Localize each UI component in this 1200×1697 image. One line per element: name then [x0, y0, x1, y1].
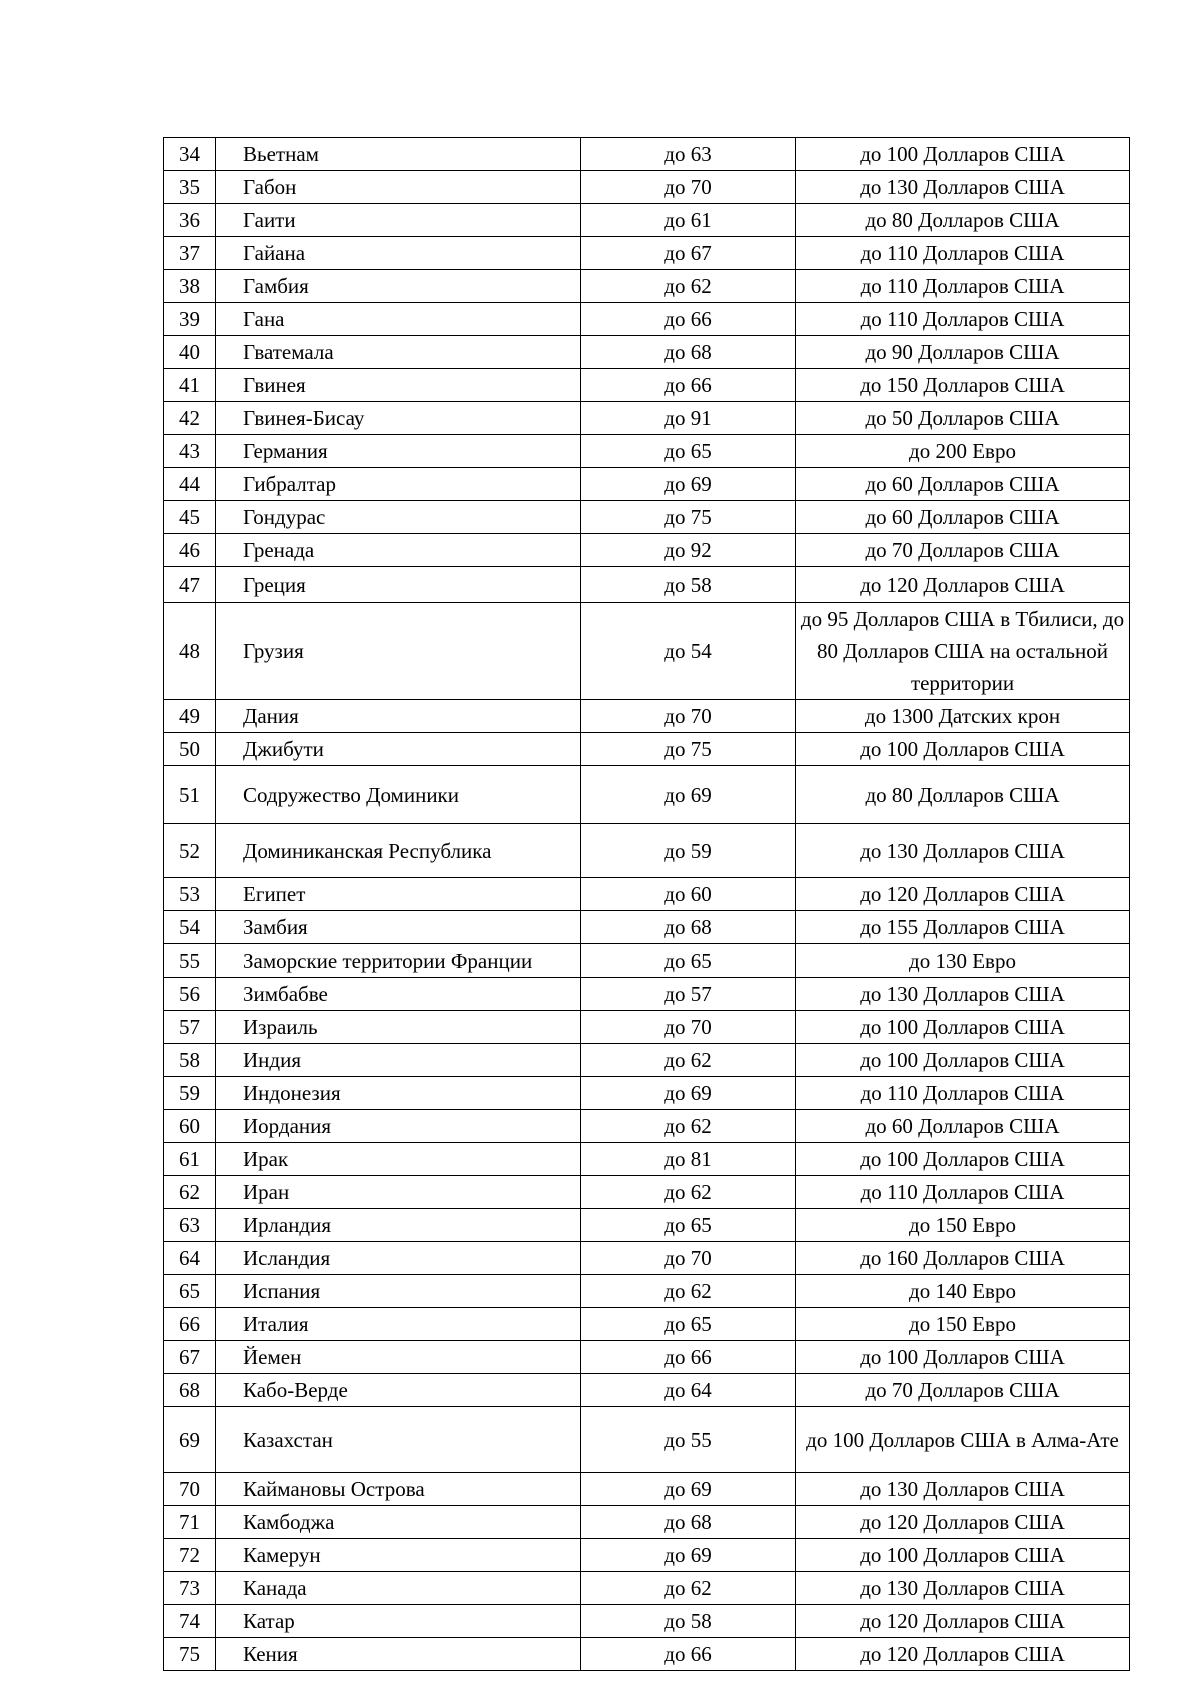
table-row — [164, 369, 1130, 402]
row-amount-limit: до 100 Долларов США — [796, 138, 1130, 171]
table-row — [164, 944, 1130, 978]
row-number: 46 — [164, 534, 216, 567]
row-number: 45 — [164, 501, 216, 534]
row-country: Иордания — [216, 1110, 581, 1143]
table-row — [164, 978, 1130, 1011]
row-amount-limit: до 120 Долларов США — [796, 567, 1130, 603]
row-amount-limit: до 120 Долларов США — [796, 878, 1130, 911]
row-number: 75 — [164, 1638, 216, 1671]
row-days-limit: до 55 — [581, 1407, 796, 1473]
row-days-limit: до 69 — [581, 1539, 796, 1572]
row-number: 50 — [164, 733, 216, 766]
row-amount-limit: до 110 Долларов США — [796, 270, 1130, 303]
row-amount-limit: до 100 Долларов США — [796, 1341, 1130, 1374]
row-country: Габон — [216, 171, 581, 204]
row-number: 37 — [164, 237, 216, 270]
row-days-limit: до 62 — [581, 1044, 796, 1077]
row-number: 34 — [164, 138, 216, 171]
table-row — [164, 1407, 1130, 1473]
table-row — [164, 1308, 1130, 1341]
row-country: Каймановы Острова — [216, 1473, 581, 1506]
table-row — [164, 336, 1130, 369]
row-country: Гибралтар — [216, 468, 581, 501]
row-number: 56 — [164, 978, 216, 1011]
row-days-limit: до 62 — [581, 1176, 796, 1209]
row-number: 41 — [164, 369, 216, 402]
row-country: Израиль — [216, 1011, 581, 1044]
row-days-limit: до 68 — [581, 911, 796, 944]
table-row — [164, 1242, 1130, 1275]
row-days-limit: до 66 — [581, 1638, 796, 1671]
row-amount-limit: до 80 Долларов США — [796, 766, 1130, 824]
row-amount-limit: до 200 Евро — [796, 435, 1130, 468]
table-row — [164, 1110, 1130, 1143]
table-row — [164, 824, 1130, 878]
row-country: Содружество Доминики — [216, 766, 581, 824]
row-country: Дания — [216, 700, 581, 733]
row-number: 64 — [164, 1242, 216, 1275]
row-amount-limit: до 130 Долларов США — [796, 824, 1130, 878]
table-body — [164, 138, 1130, 1671]
row-days-limit: до 69 — [581, 1473, 796, 1506]
row-days-limit: до 66 — [581, 1341, 796, 1374]
row-number: 55 — [164, 944, 216, 978]
row-days-limit: до 58 — [581, 1605, 796, 1638]
row-days-limit: до 67 — [581, 237, 796, 270]
row-days-limit: до 62 — [581, 270, 796, 303]
table-row — [164, 1374, 1130, 1407]
row-amount-limit: до 100 Долларов США в Алма-Ате — [796, 1407, 1130, 1473]
table-row — [164, 1275, 1130, 1308]
row-country: Гвинея — [216, 369, 581, 402]
row-number: 49 — [164, 700, 216, 733]
row-country: Грузия — [216, 603, 581, 700]
row-number: 40 — [164, 336, 216, 369]
row-country: Италия — [216, 1308, 581, 1341]
row-amount-limit: до 150 Евро — [796, 1308, 1130, 1341]
table-row — [164, 303, 1130, 336]
row-number: 71 — [164, 1506, 216, 1539]
table-row — [164, 435, 1130, 468]
row-number: 68 — [164, 1374, 216, 1407]
row-days-limit: до 64 — [581, 1374, 796, 1407]
row-number: 39 — [164, 303, 216, 336]
table-row — [164, 1143, 1130, 1176]
row-days-limit: до 81 — [581, 1143, 796, 1176]
row-number: 48 — [164, 603, 216, 700]
table-row — [164, 1572, 1130, 1605]
row-number: 60 — [164, 1110, 216, 1143]
row-amount-limit: до 130 Долларов США — [796, 978, 1130, 1011]
row-country: Доминиканская Республика — [216, 824, 581, 878]
row-number: 67 — [164, 1341, 216, 1374]
row-country: Гватемала — [216, 336, 581, 369]
row-number: 59 — [164, 1077, 216, 1110]
row-amount-limit: до 130 Долларов США — [796, 1572, 1130, 1605]
row-number: 38 — [164, 270, 216, 303]
row-country: Кабо-Верде — [216, 1374, 581, 1407]
row-days-limit: до 70 — [581, 1011, 796, 1044]
row-amount-limit: до 120 Долларов США — [796, 1506, 1130, 1539]
table-row — [164, 1077, 1130, 1110]
row-country: Канада — [216, 1572, 581, 1605]
row-amount-limit: до 100 Долларов США — [796, 1143, 1130, 1176]
row-days-limit: до 54 — [581, 603, 796, 700]
table-row — [164, 766, 1130, 824]
row-country: Гамбия — [216, 270, 581, 303]
row-days-limit: до 65 — [581, 1308, 796, 1341]
row-country: Камерун — [216, 1539, 581, 1572]
row-amount-limit: до 80 Долларов США — [796, 204, 1130, 237]
row-amount-limit: до 50 Долларов США — [796, 402, 1130, 435]
row-amount-limit: до 110 Долларов США — [796, 1176, 1130, 1209]
table-row — [164, 1539, 1130, 1572]
row-amount-limit: до 110 Долларов США — [796, 237, 1130, 270]
row-number: 44 — [164, 468, 216, 501]
table-row — [164, 501, 1130, 534]
row-number: 62 — [164, 1176, 216, 1209]
row-number: 74 — [164, 1605, 216, 1638]
row-country: Йемен — [216, 1341, 581, 1374]
row-number: 53 — [164, 878, 216, 911]
row-country: Испания — [216, 1275, 581, 1308]
table-row — [164, 567, 1130, 603]
row-country: Гана — [216, 303, 581, 336]
row-amount-limit: до 100 Долларов США — [796, 1011, 1130, 1044]
table-row — [164, 270, 1130, 303]
table-row — [164, 1605, 1130, 1638]
row-amount-limit: до 150 Долларов США — [796, 369, 1130, 402]
row-amount-limit: до 95 Долларов США в Тбилиси, до 80 Долларов США на остальной территории — [796, 603, 1130, 700]
row-days-limit: до 68 — [581, 1506, 796, 1539]
row-days-limit: до 91 — [581, 402, 796, 435]
row-number: 61 — [164, 1143, 216, 1176]
row-amount-limit: до 100 Долларов США — [796, 1539, 1130, 1572]
row-days-limit: до 70 — [581, 171, 796, 204]
row-amount-limit: до 130 Евро — [796, 944, 1130, 978]
row-country: Индонезия — [216, 1077, 581, 1110]
row-days-limit: до 70 — [581, 700, 796, 733]
row-number: 36 — [164, 204, 216, 237]
row-days-limit: до 66 — [581, 369, 796, 402]
row-number: 65 — [164, 1275, 216, 1308]
row-days-limit: до 75 — [581, 501, 796, 534]
row-days-limit: до 62 — [581, 1572, 796, 1605]
row-amount-limit: до 100 Долларов США — [796, 733, 1130, 766]
row-amount-limit: до 1300 Датских крон — [796, 700, 1130, 733]
row-country: Казахстан — [216, 1407, 581, 1473]
row-days-limit: до 92 — [581, 534, 796, 567]
row-amount-limit: до 60 Долларов США — [796, 1110, 1130, 1143]
row-days-limit: до 68 — [581, 336, 796, 369]
row-days-limit: до 61 — [581, 204, 796, 237]
table-row — [164, 1011, 1130, 1044]
row-days-limit: до 75 — [581, 733, 796, 766]
row-country: Гондурас — [216, 501, 581, 534]
row-country: Гвинея-Бисау — [216, 402, 581, 435]
row-amount-limit: до 130 Долларов США — [796, 171, 1130, 204]
row-days-limit: до 65 — [581, 1209, 796, 1242]
table-row — [164, 402, 1130, 435]
row-days-limit: до 62 — [581, 1110, 796, 1143]
row-country: Катар — [216, 1605, 581, 1638]
row-amount-limit: до 110 Долларов США — [796, 1077, 1130, 1110]
row-country: Заморские территории Франции — [216, 944, 581, 978]
row-country: Ирак — [216, 1143, 581, 1176]
row-days-limit: до 66 — [581, 303, 796, 336]
row-days-limit: до 62 — [581, 1275, 796, 1308]
table-row — [164, 733, 1130, 766]
row-amount-limit: до 120 Долларов США — [796, 1638, 1130, 1671]
row-country: Германия — [216, 435, 581, 468]
row-days-limit: до 69 — [581, 1077, 796, 1110]
row-number: 47 — [164, 567, 216, 603]
table-row — [164, 204, 1130, 237]
row-amount-limit: до 60 Долларов США — [796, 468, 1130, 501]
row-country: Зимбабве — [216, 978, 581, 1011]
table-row — [164, 1473, 1130, 1506]
row-days-limit: до 59 — [581, 824, 796, 878]
allowance-table — [163, 137, 1130, 1671]
table-row — [164, 1176, 1130, 1209]
table-row — [164, 700, 1130, 733]
row-amount-limit: до 160 Долларов США — [796, 1242, 1130, 1275]
table-row — [164, 1209, 1130, 1242]
row-country: Ирландия — [216, 1209, 581, 1242]
row-amount-limit: до 155 Долларов США — [796, 911, 1130, 944]
table-row — [164, 911, 1130, 944]
row-number: 63 — [164, 1209, 216, 1242]
row-country: Египет — [216, 878, 581, 911]
table-row — [164, 237, 1130, 270]
row-number: 72 — [164, 1539, 216, 1572]
table-row — [164, 878, 1130, 911]
row-days-limit: до 65 — [581, 435, 796, 468]
row-days-limit: до 65 — [581, 944, 796, 978]
row-country: Вьетнам — [216, 138, 581, 171]
row-number: 66 — [164, 1308, 216, 1341]
row-days-limit: до 69 — [581, 468, 796, 501]
row-country: Кения — [216, 1638, 581, 1671]
row-number: 35 — [164, 171, 216, 204]
row-number: 43 — [164, 435, 216, 468]
row-amount-limit: до 70 Долларов США — [796, 1374, 1130, 1407]
row-days-limit: до 70 — [581, 1242, 796, 1275]
table-row — [164, 1638, 1130, 1671]
table-row — [164, 171, 1130, 204]
row-country: Замбия — [216, 911, 581, 944]
row-number: 54 — [164, 911, 216, 944]
row-number: 73 — [164, 1572, 216, 1605]
row-amount-limit: до 60 Долларов США — [796, 501, 1130, 534]
table-row — [164, 1506, 1130, 1539]
row-number: 70 — [164, 1473, 216, 1506]
row-amount-limit: до 150 Евро — [796, 1209, 1130, 1242]
row-country: Исландия — [216, 1242, 581, 1275]
row-number: 58 — [164, 1044, 216, 1077]
table-row — [164, 468, 1130, 501]
row-days-limit: до 69 — [581, 766, 796, 824]
table-row — [164, 138, 1130, 171]
row-amount-limit: до 140 Евро — [796, 1275, 1130, 1308]
row-number: 52 — [164, 824, 216, 878]
row-country: Гаити — [216, 204, 581, 237]
row-country: Джибути — [216, 733, 581, 766]
table-row — [164, 534, 1130, 567]
row-number: 42 — [164, 402, 216, 435]
row-amount-limit: до 70 Долларов США — [796, 534, 1130, 567]
row-days-limit: до 63 — [581, 138, 796, 171]
table-row — [164, 1341, 1130, 1374]
row-number: 69 — [164, 1407, 216, 1473]
row-country: Иран — [216, 1176, 581, 1209]
row-number: 51 — [164, 766, 216, 824]
row-amount-limit: до 110 Долларов США — [796, 303, 1130, 336]
row-country: Камбоджа — [216, 1506, 581, 1539]
row-number: 57 — [164, 1011, 216, 1044]
table-row — [164, 1044, 1130, 1077]
row-amount-limit: до 120 Долларов США — [796, 1605, 1130, 1638]
row-days-limit: до 57 — [581, 978, 796, 1011]
row-country: Гайана — [216, 237, 581, 270]
row-days-limit: до 60 — [581, 878, 796, 911]
row-amount-limit: до 90 Долларов США — [796, 336, 1130, 369]
row-amount-limit: до 130 Долларов США — [796, 1473, 1130, 1506]
row-country: Гренада — [216, 534, 581, 567]
row-days-limit: до 58 — [581, 567, 796, 603]
row-amount-limit: до 100 Долларов США — [796, 1044, 1130, 1077]
row-country: Греция — [216, 567, 581, 603]
row-country: Индия — [216, 1044, 581, 1077]
table-row — [164, 603, 1130, 700]
